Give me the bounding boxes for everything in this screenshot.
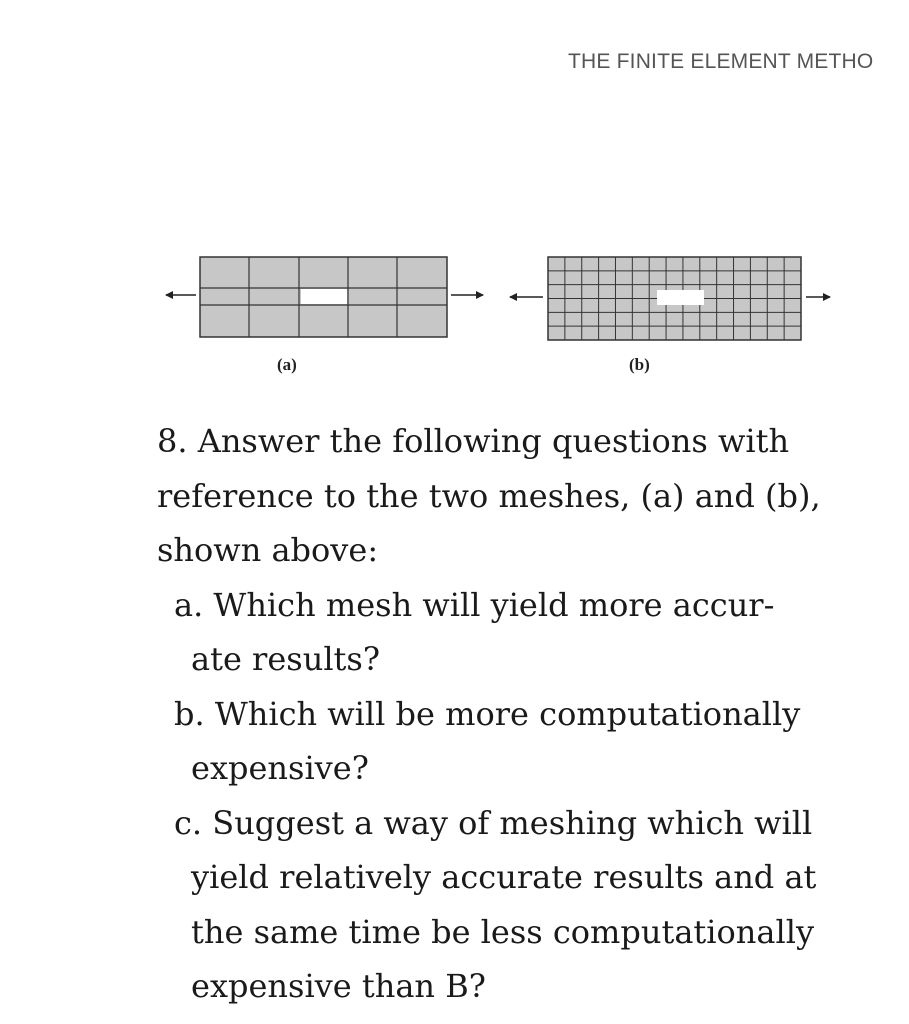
mesh-figure-svg [0,0,909,400]
question-part-c-cont: expensive than B? [191,967,486,1005]
question-part-b: b. Which will be more computationally [174,694,801,733]
question-part-b-cont: expensive? [191,749,369,787]
mesh-b-hole [657,290,704,305]
question-part-a: a. Which mesh will yield more accur- [174,585,775,624]
mesh-figure [0,0,909,400]
mesh-b [510,257,830,340]
mesh-a-label: (a) [277,355,297,374]
question-part-c: c. Suggest a way of meshing which will [174,803,813,842]
mesh-a-hole [301,289,347,304]
running-head: THE FINITE ELEMENT METHO [568,50,874,73]
question-part-c-cont: yield relatively accurate results and at [191,858,817,896]
question-intro-line: 8. Answer the following questions with [157,422,790,460]
question-intro-line: shown above: [157,531,379,569]
mesh-a [166,257,483,337]
question-intro-line: reference to the two meshes, (a) and (b), [157,476,821,515]
mesh-b-label: (b) [629,355,650,374]
question-part-a-cont: ate results? [191,640,380,678]
question-part-c-cont: the same time be less computationally [191,912,815,951]
question-8 [157,414,857,1014]
